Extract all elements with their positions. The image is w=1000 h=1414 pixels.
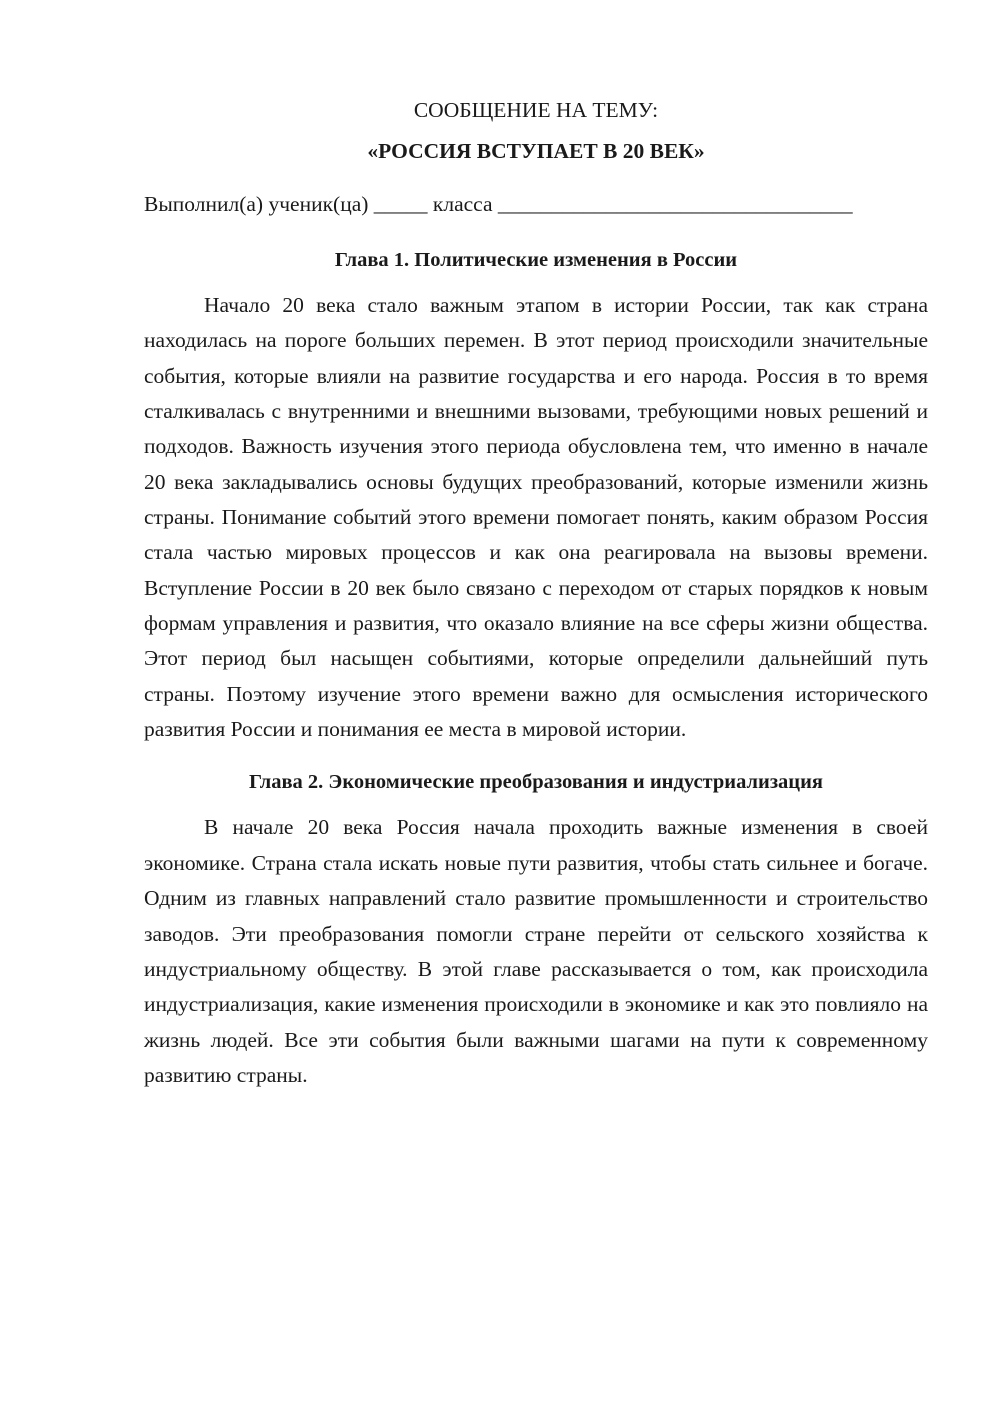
chapter-1-heading: Глава 1. Политические изменения в России [334,249,738,271]
chapter-2-heading: Глава 2. Экономические преобразования и индустриализация [248,771,824,794]
chapter-2-paragraph: В начале 20 века Россия начала проходить важные изменения в своей экономике. Страна стала искать новые пути развития, чтобы стать сильнее и богаче. Одним из главных направлений стало развитие промышленности и строительство заводов. Эти преобразования помогли стране перейти от сельского хозяйства к индустриальному обществу. В этой главе рассказывается о том, как происходила индустриализация, какие изменения происходили в экономике и как это повлияло на жизнь людей. Все эти события были важными шагами на пути к современному развитию страны. [144,815,928,1087]
document-header: СООБЩЕНИЕ НА ТЕМУ: [413,98,659,122]
document-title: «РОССИЯ ВСТУПАЕТ В 20 ВЕК» [367,139,705,163]
chapter-1-paragraph: Начало 20 века стало важным этапом в истории России, так как страна находилась на пороге больших перемен. В этот период происходили значительные события, которые влияли на развитие государства и его народа. Россия в то время сталкивалась с внутренними и внешними вызовами, требующими новых решений и подходов. Важность изучения этого периода обусловлена тем, что именно в начале 20 века закладывались основы будущих преобразований, которые изменили жизнь страны. Понимание событий этого времени помогает понять, каким образом Россия стала частью мировых процессов и как она реагировала на вызовы времени. Вступление России в 20 век было связано с переходом от старых порядков к новым формам управления и развития, что оказало влияние на все сферы жизни общества. Этот период был насыщен событиями, которые определили дальнейший путь страны. Поэтому изучение этого времени важно для осмысления исторического развития России и понимания ее места в мировой истории. [144,293,928,742]
document-content [144,92,928,1093]
author-line: Выполнил(а) ученик(ца) _____ класса _________________________________ [144,192,853,216]
